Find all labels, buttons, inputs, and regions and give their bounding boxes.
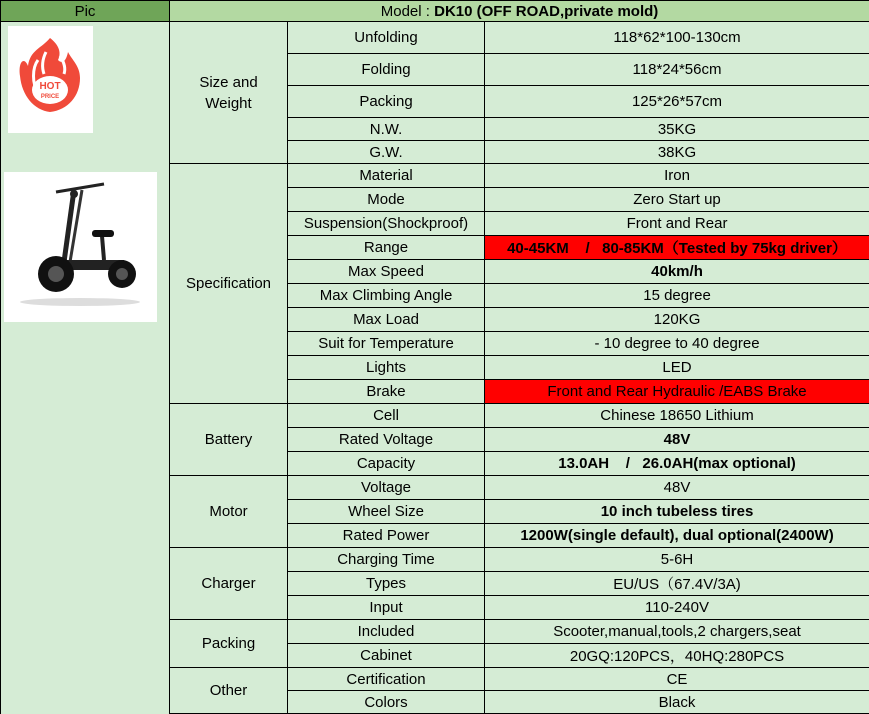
row-value: Front and Rear: [485, 212, 869, 236]
row-value: 48V: [485, 476, 869, 500]
row-value: Chinese 18650 Lithium: [485, 404, 869, 428]
row-value: 1200W(single default), dual optional(2400W): [485, 524, 869, 548]
row-label: Brake: [288, 380, 485, 404]
row-label: Colors: [288, 691, 485, 714]
row-label: Packing: [288, 86, 485, 118]
row-label: Wheel Size: [288, 500, 485, 524]
row-value: 5-6H: [485, 548, 869, 572]
row-value: EU/US（67.4V/3A): [485, 572, 869, 596]
row-value: CE: [485, 668, 869, 691]
row-label: Cell: [288, 404, 485, 428]
model-header: [170, 1, 869, 22]
row-label: Rated Voltage: [288, 428, 485, 452]
row-value: 125*26*57cm: [485, 86, 869, 118]
row-label: Input: [288, 596, 485, 620]
row-label: Mode: [288, 188, 485, 212]
row-value: 20GQ:120PCS，40HQ:280PCS: [485, 644, 869, 668]
row-label: Certification: [288, 668, 485, 691]
row-value: 38KG: [485, 141, 869, 164]
row-value: LED: [485, 356, 869, 380]
pic-header: Pic: [1, 1, 170, 22]
model-prefix: Model :: [381, 3, 430, 20]
row-label: Folding: [288, 54, 485, 86]
row-value: 10 inch tubeless tires: [485, 500, 869, 524]
hot-price-flame-icon: [8, 26, 93, 133]
row-label: Max Load: [288, 308, 485, 332]
hot-price-badge: [8, 26, 93, 133]
badge-line2: PRICE: [41, 94, 59, 100]
row-value: - 10 degree to 40 degree: [485, 332, 869, 356]
group-packing: Packing: [170, 620, 288, 668]
row-value: 35KG: [485, 118, 869, 141]
row-label: Capacity: [288, 452, 485, 476]
row-value-highlight: 40-45KM / 80-85KM（Tested by 75kg driver）: [485, 236, 869, 260]
scooter-icon: [4, 172, 157, 322]
row-label: Suit for Temperature: [288, 332, 485, 356]
row-value: Iron: [485, 164, 869, 188]
row-label: Types: [288, 572, 485, 596]
row-label: Cabinet: [288, 644, 485, 668]
group-battery: Battery: [170, 404, 288, 476]
row-label: Lights: [288, 356, 485, 380]
row-label: Included: [288, 620, 485, 644]
row-value-highlight: Front and Rear Hydraulic /EABS Brake: [485, 380, 869, 404]
row-label: Max Climbing Angle: [288, 284, 485, 308]
group-motor: Motor: [170, 476, 288, 548]
row-label: G.W.: [288, 141, 485, 164]
row-value: Black: [485, 691, 869, 714]
row-value: 15 degree: [485, 284, 869, 308]
row-label: Range: [288, 236, 485, 260]
row-label: Max Speed: [288, 260, 485, 284]
model-name: DK10 (OFF ROAD,private mold): [434, 3, 658, 20]
row-value: 110-240V: [485, 596, 869, 620]
group-charger: Charger: [170, 548, 288, 620]
badge-line1: HOT: [39, 81, 60, 92]
row-value: 118*24*56cm: [485, 54, 869, 86]
row-value: Scooter,manual,tools,2 chargers,seat: [485, 620, 869, 644]
row-label: Charging Time: [288, 548, 485, 572]
row-value: 120KG: [485, 308, 869, 332]
row-value: 118*62*100-130cm: [485, 22, 869, 54]
group-other: Other: [170, 668, 288, 714]
row-value: 48V: [485, 428, 869, 452]
group-specification: Specification: [170, 164, 288, 404]
row-value: 40km/h: [485, 260, 869, 284]
row-label: Voltage: [288, 476, 485, 500]
group-size-weight: Size and Weight: [170, 22, 288, 164]
row-label: Rated Power: [288, 524, 485, 548]
row-label: Suspension(Shockproof): [288, 212, 485, 236]
row-label: Material: [288, 164, 485, 188]
row-value: Zero Start up: [485, 188, 869, 212]
row-label: Unfolding: [288, 22, 485, 54]
row-value: 13.0AH / 26.0AH(max optional): [485, 452, 869, 476]
scooter-image: [4, 172, 157, 322]
row-label: N.W.: [288, 118, 485, 141]
